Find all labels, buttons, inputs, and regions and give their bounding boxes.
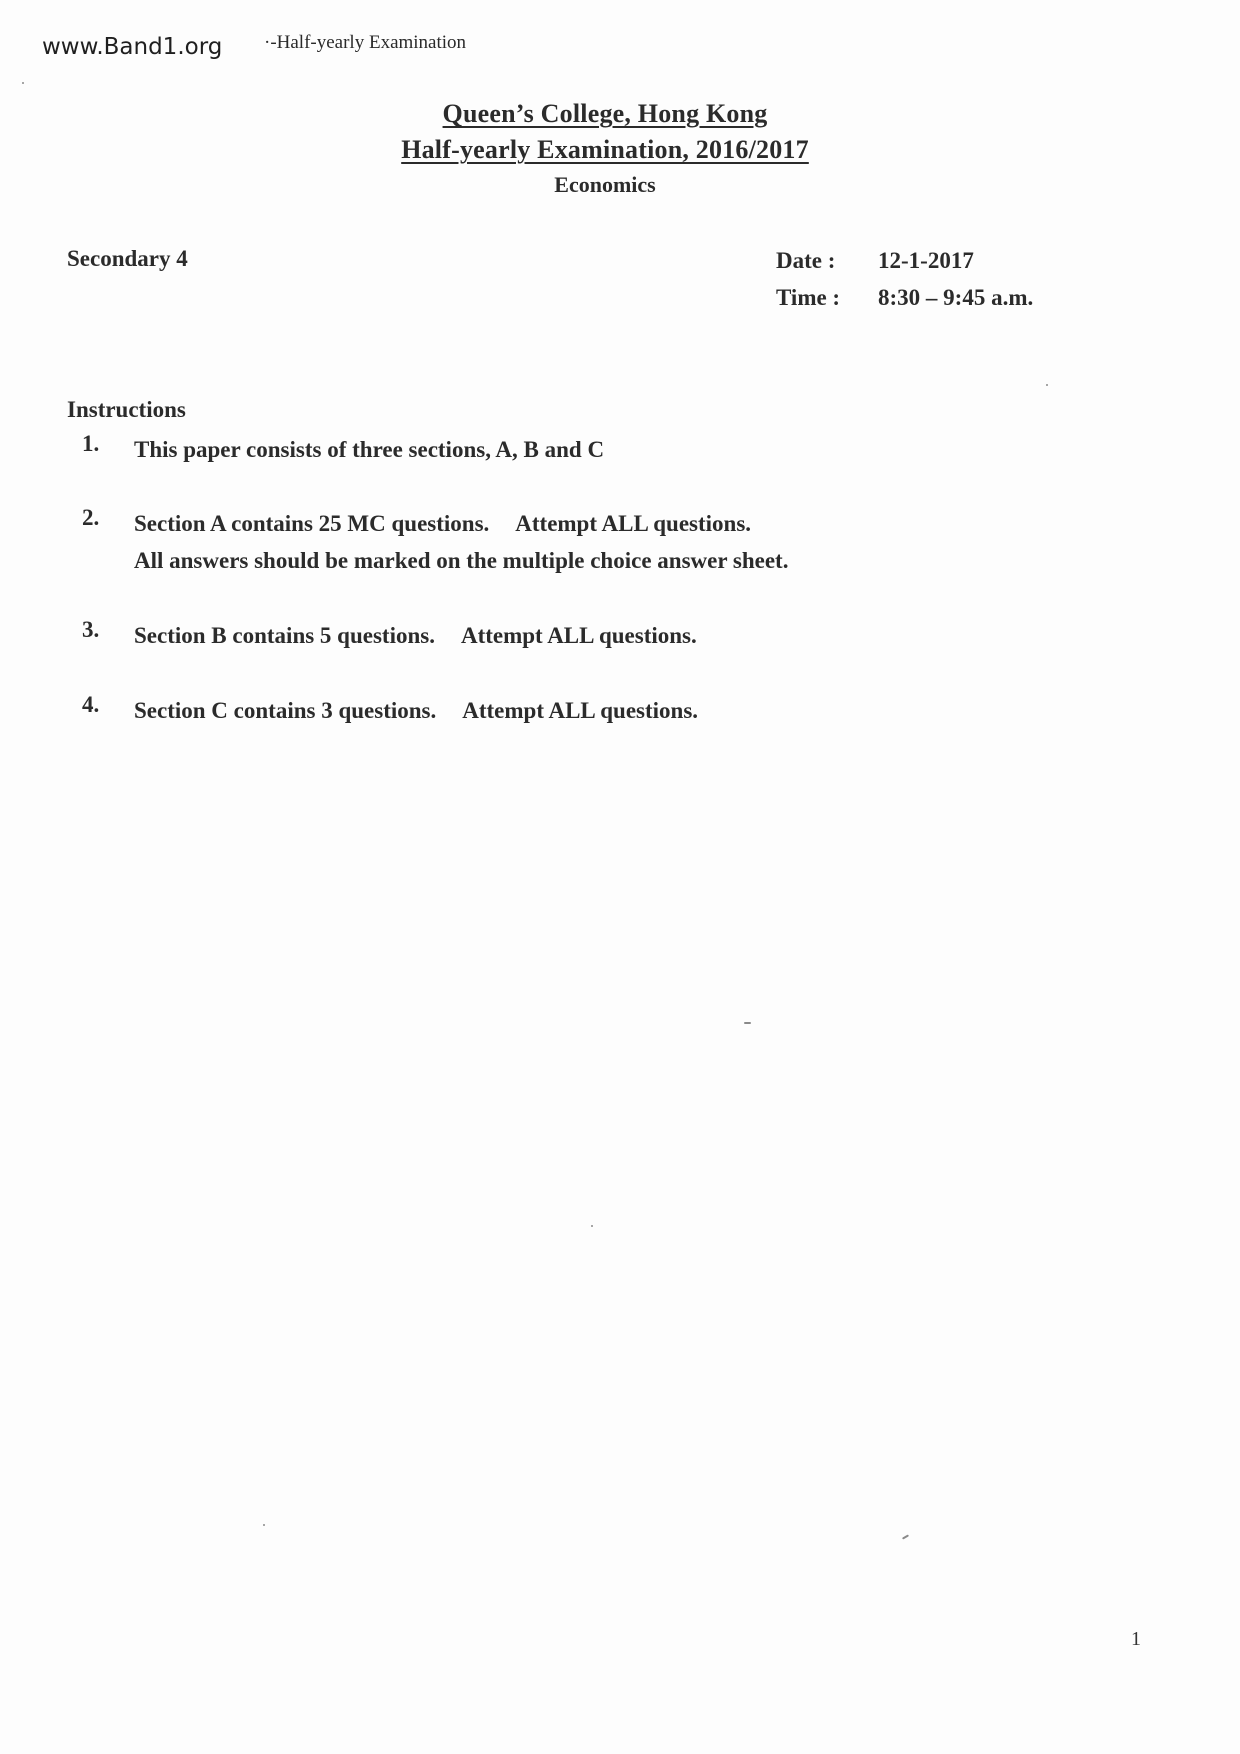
instruction-text (134, 431, 604, 468)
instruction-text (134, 617, 697, 654)
exam-title: Half-yearly Examination, 2016/2017 (401, 135, 809, 164)
instruction-line: All answers should be marked on the multiple choice answer sheet. (134, 548, 789, 573)
instruction-item (82, 431, 604, 468)
scan-speck (22, 82, 24, 84)
date-label: Date : (776, 248, 836, 273)
running-header: ·-Half-yearly Examination (264, 32, 467, 53)
instruction-line: This paper consists of three sections, A, B and C (134, 437, 605, 462)
instruction-text (134, 692, 698, 729)
instruction-line: Attempt ALL questions. (460, 623, 697, 648)
instruction-item (82, 617, 697, 654)
subject-name: Economics (554, 172, 656, 197)
exam-meta (776, 248, 1033, 322)
instructions-heading: Instructions (67, 397, 186, 422)
scan-speck (591, 1225, 593, 1227)
page-number: 1 (1131, 1628, 1141, 1650)
instruction-line: Attempt ALL questions. (515, 511, 752, 536)
date-row (776, 248, 1033, 285)
time-row (776, 285, 1033, 322)
instruction-text (134, 505, 788, 579)
title-block (0, 96, 1210, 202)
instruction-number: 4. (82, 692, 100, 717)
instruction-number: 1. (82, 431, 100, 456)
scan-speck (744, 1022, 751, 1024)
instruction-item (82, 692, 698, 729)
instruction-number: 3. (82, 617, 100, 642)
time-label: Time : (776, 285, 841, 310)
scan-speck (902, 1534, 909, 1539)
instruction-line: Section A contains 25 MC questions. (134, 511, 490, 536)
scan-speck (263, 1524, 265, 1526)
time-value: 8:30 – 9:45 a.m. (878, 285, 1034, 310)
instruction-line: Attempt ALL questions. (462, 698, 699, 723)
instruction-line: Section C contains 3 questions. (134, 698, 437, 723)
date-value: 12-1-2017 (878, 248, 974, 273)
school-name: Queen’s College, Hong Kong (442, 99, 768, 128)
instruction-number: 2. (82, 505, 100, 530)
instruction-item (82, 505, 788, 579)
scan-speck (1046, 384, 1048, 386)
site-watermark: www.Band1.org (42, 34, 223, 60)
class-level: Secondary 4 (67, 246, 188, 271)
instruction-line: Section B contains 5 questions. (134, 623, 435, 648)
